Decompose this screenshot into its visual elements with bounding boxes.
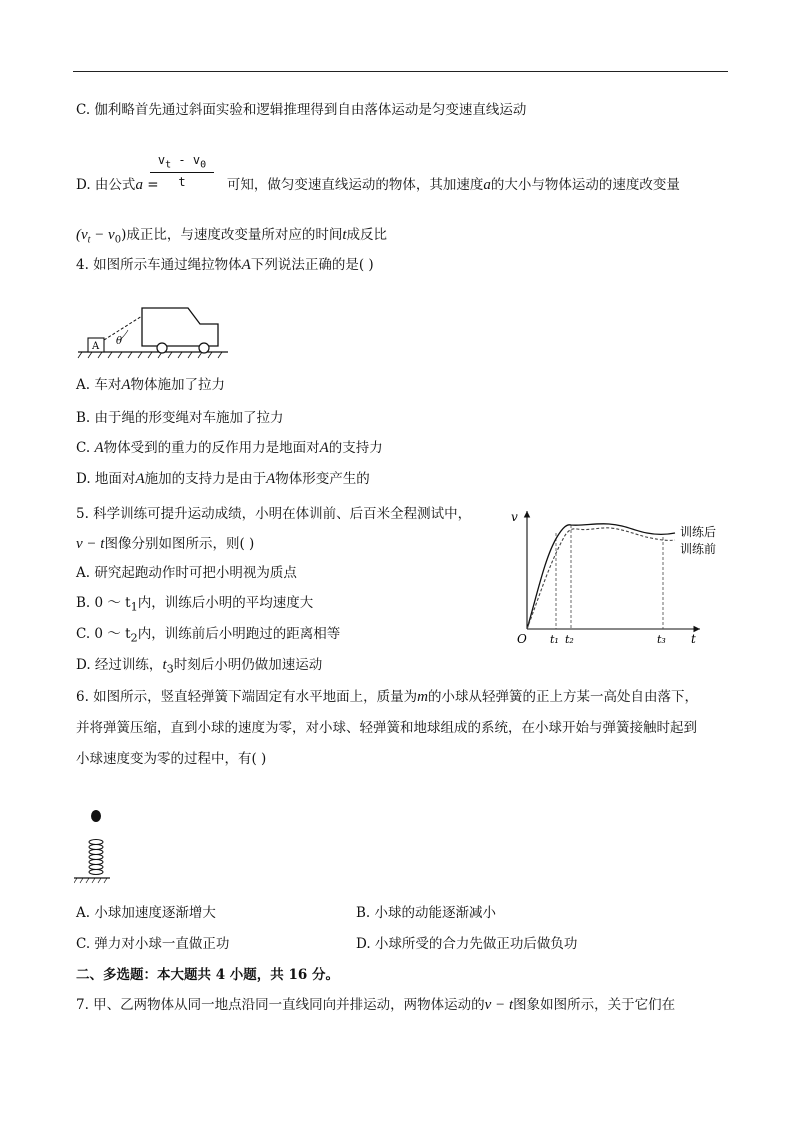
- q6-option-a: A. 小球加速度逐渐增大: [76, 905, 216, 921]
- series-after-line: [527, 524, 675, 629]
- q4-option-d: D. 地面对A施加的支持力是由于A物体形变产生的: [76, 471, 370, 487]
- q5-stem-line1: 5. 科学训练可提升运动成绩，小明在体训前、后百米全程测试中，: [76, 506, 472, 522]
- q6-option-d: D. 小球所受的合力先做正功后做负功: [356, 936, 578, 952]
- tick-t2: t₂: [565, 633, 574, 646]
- q5-option-c: C. 0 ～ $t_2$内，训练前后小明跑过的距离相等: [76, 626, 341, 645]
- q4-car-figure: [76, 300, 236, 362]
- q6-spring-figure: [74, 806, 114, 888]
- y-axis-label: v: [511, 510, 518, 524]
- q6-option-c: C. 弹力对小球一直做正功: [76, 936, 230, 952]
- q5-vt-chart: [505, 505, 735, 650]
- q5-option-a: A. 研究起跑动作时可把小明视为质点: [76, 565, 297, 581]
- tick-t1: t₁: [550, 633, 559, 646]
- q6-option-b: B. 小球的动能逐渐减小: [356, 905, 497, 921]
- section-heading-multiple-choice: 二、多选题：本大题共 4 小题，共 16 分。: [76, 967, 339, 983]
- series-before-line: [527, 528, 675, 629]
- q3-option-d: D. 由公式a = 可知，做匀变速直线运动的物体，其加速度a的大小与物体运动的速度改变量: [76, 177, 680, 193]
- q4-option-b: B. 由于绳的形变绳对车施加了拉力: [76, 410, 284, 426]
- q6-stem-line1: 6. 如图所示，竖直轻弹簧下端固定有水平地面上，质量为m的小球从轻弹簧的正上方某一高处自由落下，: [76, 689, 699, 705]
- q3-option-c: C. 伽利略首先通过斜面实验和逻辑推理得到自由落体运动是匀变速直线运动: [76, 102, 527, 118]
- q7-stem: 7. 甲、乙两物体从同一地点沿同一直线同向并排运动，两物体运动的v − t图象如图所示，关于它们在: [76, 997, 676, 1013]
- q3-formula-fraction: $v_t - v_0$ t: [150, 153, 214, 189]
- ball: [91, 810, 101, 822]
- q5-option-d: D. 经过训练，$t_3$时刻后小明仍做加速运动: [76, 657, 323, 676]
- q6-stem-line3: 小球速度变为零的过程中，有( ): [76, 751, 267, 767]
- origin-label: O: [517, 632, 527, 646]
- x-axis-label: t: [691, 632, 696, 646]
- header-rule: [73, 71, 728, 72]
- q4-option-c: C. A物体受到的重力的反作用力是地面对A的支持力: [76, 440, 383, 456]
- legend-before: 训练前: [680, 542, 717, 556]
- block-a-label: A: [92, 341, 100, 352]
- q5-stem-line2: v − t图像分别如图所示，则( ): [76, 536, 255, 552]
- q3-option-d-line2: $(v_t - v_0)$成正比，与速度改变量所对应的时间t成反比: [76, 227, 388, 246]
- q5-option-b: B. 0 ～ $t_1$内，训练后小明的平均速度大: [76, 595, 314, 614]
- legend-after: 训练后: [680, 525, 717, 539]
- q6-stem-line2: 并将弹簧压缩，直到小球的速度为零，对小球、轻弹簧和地球组成的系统，在小球开始与弹簧接触时起到: [76, 720, 697, 736]
- q4-option-a: A. 车对A物体施加了拉力: [76, 377, 226, 393]
- angle-theta-label: θ: [116, 336, 123, 347]
- q4-stem: 4. 如图所示车通过绳拉物体A下列说法正确的是( ): [76, 257, 374, 273]
- tick-t3: t₃: [657, 633, 666, 646]
